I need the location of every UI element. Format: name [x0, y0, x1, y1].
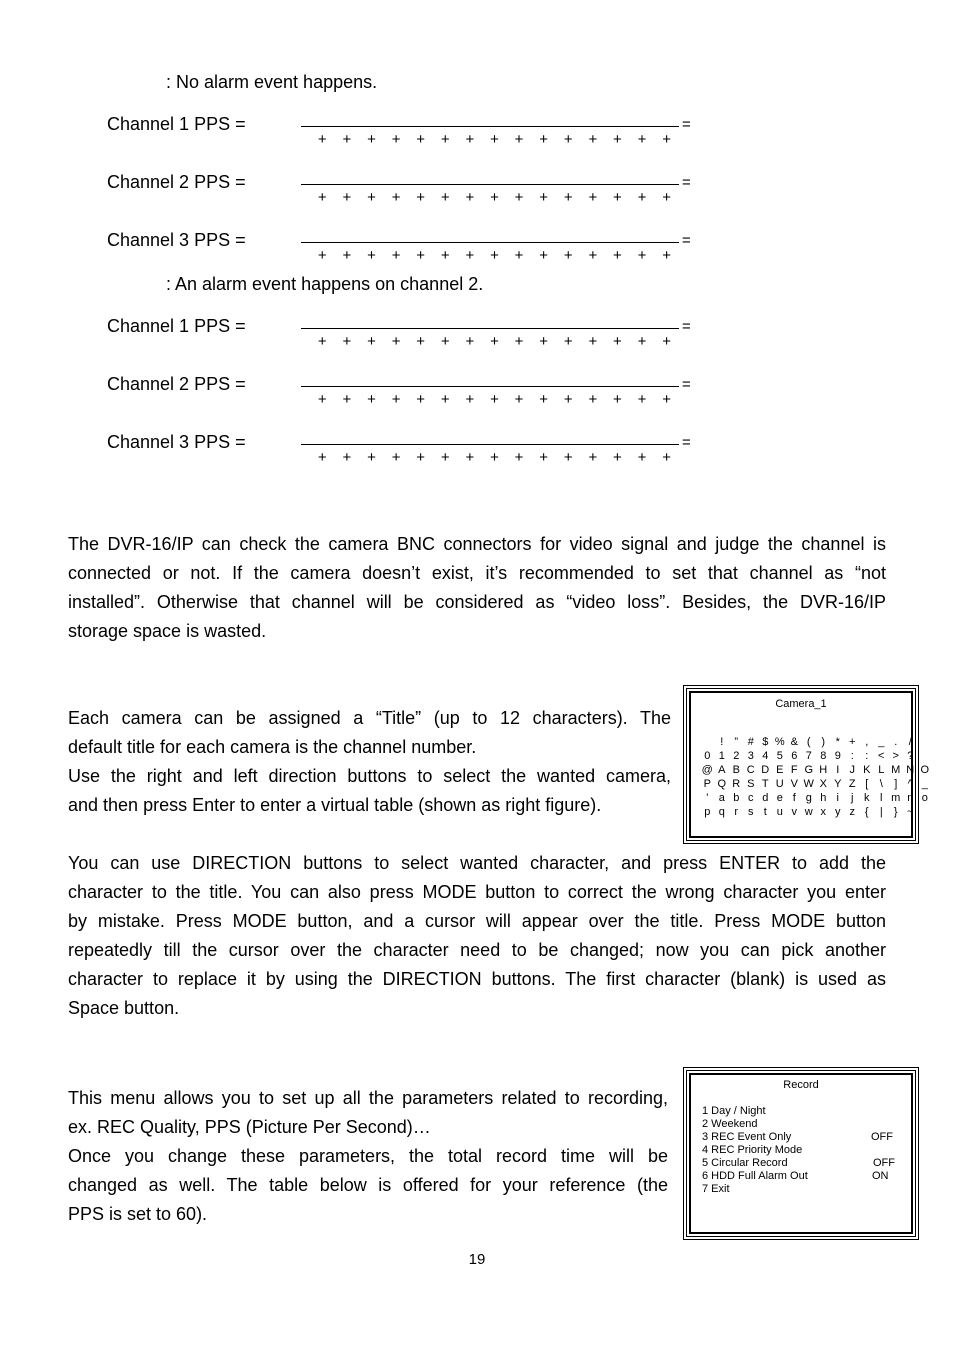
character-cell[interactable]: L: [878, 764, 885, 776]
character-cell[interactable]: #: [747, 736, 754, 748]
character-cell[interactable]: e: [776, 792, 783, 804]
plus-mark: +: [613, 333, 622, 350]
character-cell[interactable]: 9: [834, 750, 841, 762]
plus-mark: +: [342, 247, 352, 264]
character-cell[interactable]: {: [864, 806, 869, 818]
character-cell[interactable]: 1: [718, 750, 725, 762]
plus-row: [310, 189, 679, 206]
character-cell[interactable]: P: [703, 778, 711, 790]
plus-mark: +: [662, 449, 671, 466]
plus-mark: +: [662, 391, 671, 408]
character-cell[interactable]: :: [850, 750, 854, 762]
section1-intro: : No alarm event happens.: [166, 72, 378, 92]
plus-mark: +: [613, 247, 622, 264]
record-paragraph: [68, 1084, 668, 1229]
character-cell[interactable]: k: [864, 792, 870, 804]
character-cell[interactable]: \: [879, 778, 883, 790]
plus-mark: +: [637, 333, 647, 350]
character-cell[interactable]: J: [849, 764, 855, 776]
equals-sign: =: [682, 116, 691, 133]
paragraph-line: Space button.: [68, 998, 180, 1018]
character-cell[interactable]: G: [804, 764, 814, 776]
plus-mark: +: [588, 449, 598, 466]
plus-mark: +: [514, 247, 524, 264]
plus-mark: +: [440, 449, 450, 466]
plus-mark: +: [490, 333, 499, 350]
pps-label: Channel 2 PPS =: [107, 172, 246, 192]
character-cell[interactable]: W: [803, 778, 814, 790]
plus-mark: +: [588, 391, 598, 408]
character-cell[interactable]: O: [920, 764, 930, 776]
plus-mark: +: [465, 333, 475, 350]
character-cell[interactable]: F: [790, 764, 798, 776]
character-cell[interactable]: y: [835, 806, 841, 818]
paragraph-line: Once you change these parameters, the total record time will be: [68, 1146, 668, 1166]
character-cell[interactable]: 6: [791, 750, 798, 762]
record-menu-item: 3 REC Event Only: [702, 1131, 792, 1143]
paragraph-line: Each camera can be assigned a “Title” (up to 12 characters). The: [68, 708, 671, 728]
character-cell[interactable]: [700, 736, 715, 748]
plus-mark: +: [637, 391, 647, 408]
character-cell[interactable]: |: [879, 806, 883, 818]
character-cell[interactable]: 2: [733, 750, 740, 762]
record-menu-item: 5 Circular Record: [702, 1157, 788, 1169]
character-cell[interactable]: I: [836, 764, 840, 776]
plus-mark: +: [440, 391, 450, 408]
plus-mark: +: [490, 449, 499, 466]
title-paragraph: [68, 704, 671, 820]
plus-mark: +: [613, 449, 622, 466]
pps-formula-line: [301, 242, 679, 243]
character-cell[interactable]: ”: [734, 736, 739, 748]
character-cell[interactable]: _: [878, 736, 885, 748]
plus-mark: +: [637, 449, 647, 466]
record-menu-item: 6 HDD Full Alarm Out: [702, 1170, 808, 1182]
character-cell[interactable]: [: [865, 778, 869, 790]
character-cell[interactable]: c: [748, 792, 754, 804]
character-cell[interactable]: 3: [747, 750, 754, 762]
character-cell[interactable]: n: [907, 792, 914, 804]
plus-mark: +: [514, 131, 524, 148]
plus-mark: +: [539, 189, 549, 206]
character-cell[interactable]: }: [893, 806, 898, 818]
character-cell[interactable]: <: [878, 750, 885, 762]
plus-mark: +: [588, 333, 598, 350]
paragraph-line: The DVR-16/IP can check the camera BNC connectors for video signal and judge the channel is: [68, 534, 886, 554]
character-cell[interactable]: 0: [704, 750, 711, 762]
plus-mark: +: [440, 131, 450, 148]
record-menu-value: ON: [872, 1170, 889, 1182]
character-cell[interactable]: K: [863, 764, 871, 776]
paragraph-line: default title for each camera is the channel number.: [68, 737, 477, 757]
character-cell[interactable]: .: [894, 736, 898, 748]
bnc-paragraph: [68, 530, 886, 646]
pps-formula-line: [301, 386, 679, 387]
character-cell[interactable]: 4: [762, 750, 769, 762]
plus-mark: +: [662, 247, 671, 264]
plus-mark: +: [514, 333, 524, 350]
character-cell[interactable]: ,: [865, 736, 869, 748]
character-cell[interactable]: /: [908, 736, 912, 748]
record-menu-item: 7 Exit: [702, 1183, 730, 1195]
paragraph-line: character to the title. You can also press MODE button to correct the wrong character you enter: [68, 882, 886, 902]
plus-mark: +: [539, 247, 549, 264]
pps-formula-line: [301, 328, 679, 329]
plus-mark: +: [514, 189, 524, 206]
equals-sign: =: [682, 318, 691, 335]
plus-mark: +: [588, 189, 598, 206]
character-cell[interactable]: p: [704, 806, 711, 818]
plus-mark: +: [465, 247, 475, 264]
character-cell[interactable]: >: [892, 750, 899, 762]
direction-paragraph: [68, 849, 886, 1023]
record-menu-title: Record: [783, 1079, 819, 1091]
plus-mark: +: [440, 189, 450, 206]
plus-mark: +: [465, 189, 475, 206]
character-cell[interactable]: B: [732, 764, 740, 776]
plus-mark: +: [662, 189, 671, 206]
character-cell[interactable]: @: [701, 764, 713, 776]
paragraph-line: and then press Enter to enter a virtual table (shown as right figure).: [68, 795, 602, 815]
paragraph-line: ex. REC Quality, PPS (Picture Per Second)…: [68, 1117, 431, 1137]
plus-mark: +: [367, 449, 376, 466]
plus-mark: +: [490, 247, 499, 264]
character-cell[interactable]: q: [718, 806, 725, 818]
plus-mark: +: [367, 333, 376, 350]
pps-label: Channel 1 PPS =: [107, 114, 246, 134]
plus-mark: +: [440, 247, 450, 264]
plus-mark: +: [367, 189, 376, 206]
plus-mark: +: [317, 131, 327, 148]
character-row: [700, 736, 918, 748]
plus-row: [310, 391, 679, 408]
plus-mark: +: [367, 247, 376, 264]
equals-sign: =: [682, 376, 691, 393]
plus-mark: +: [563, 391, 573, 408]
plus-mark: +: [662, 333, 671, 350]
character-cell[interactable]: *: [835, 736, 840, 748]
plus-mark: +: [416, 449, 426, 466]
character-cell[interactable]: R: [732, 778, 741, 790]
plus-mark: +: [416, 131, 426, 148]
plus-mark: +: [563, 189, 573, 206]
paragraph-line: installed”. Otherwise that channel will be considered as “video loss”. Besides, the DVR-16/IP: [68, 592, 886, 612]
plus-row: [310, 131, 679, 148]
paragraph-line: connected or not. If the camera doesn’t exist, it’s recommended to set that channel as “not: [68, 563, 886, 583]
character-cell[interactable]: +: [849, 736, 856, 748]
page-number: 19: [468, 1251, 486, 1268]
plus-mark: +: [539, 449, 549, 466]
pps-formula-line: [301, 126, 679, 127]
record-menu-item: 2 Weekend: [702, 1118, 758, 1130]
character-row: [700, 792, 932, 804]
pps-label: Channel 3 PPS =: [107, 432, 246, 452]
plus-mark: +: [367, 391, 376, 408]
plus-mark: +: [440, 333, 450, 350]
pps-label: Channel 3 PPS =: [107, 230, 246, 250]
plus-mark: +: [416, 247, 426, 264]
plus-mark: +: [317, 189, 327, 206]
character-cell[interactable]: 8: [820, 750, 827, 762]
record-menu-item: 1 Day / Night: [702, 1105, 766, 1117]
plus-mark: +: [317, 449, 327, 466]
plus-mark: +: [588, 247, 598, 264]
camera-title-label: Camera_1: [775, 698, 827, 710]
character-cell[interactable]: u: [776, 806, 783, 818]
character-cell[interactable]: t: [763, 806, 767, 818]
pps-formula-line: [301, 444, 679, 445]
plus-mark: +: [514, 391, 524, 408]
character-cell[interactable]: H: [819, 764, 828, 776]
plus-mark: +: [317, 391, 327, 408]
paragraph-line: storage space is wasted.: [68, 621, 267, 641]
character-cell[interactable]: r: [734, 806, 739, 818]
character-cell[interactable]: ^: [907, 778, 913, 790]
character-cell[interactable]: l: [880, 792, 883, 804]
paragraph-line: You can use DIRECTION buttons to select wanted character, and press ENTER to add the: [68, 853, 886, 873]
character-cell[interactable]: m: [891, 792, 901, 804]
record-menu-value: OFF: [871, 1131, 893, 1143]
plus-mark: +: [391, 449, 401, 466]
record-menu-value: OFF: [873, 1157, 895, 1169]
character-cell[interactable]: h: [820, 792, 827, 804]
record-menu-item: 4 REC Priority Mode: [702, 1144, 803, 1156]
plus-mark: +: [465, 131, 475, 148]
character-cell[interactable]: _: [921, 778, 928, 790]
paragraph-line: character to replace it by using the DIRECTION buttons. The first character (blank) is used as: [68, 969, 886, 989]
plus-mark: +: [490, 189, 499, 206]
plus-mark: +: [539, 391, 549, 408]
character-row: [700, 750, 918, 762]
plus-mark: +: [391, 247, 401, 264]
character-cell[interactable]: E: [776, 764, 784, 776]
character-cell[interactable]: ): [821, 736, 826, 748]
character-cell[interactable]: ': [706, 792, 709, 804]
plus-row: [310, 449, 679, 466]
plus-mark: +: [490, 131, 499, 148]
character-cell[interactable]: d: [762, 792, 769, 804]
character-cell[interactable]: Q: [717, 778, 727, 790]
character-cell[interactable]: 7: [805, 750, 812, 762]
plus-mark: +: [563, 449, 573, 466]
character-cell[interactable]: Y: [834, 778, 842, 790]
pps-label: Channel 1 PPS =: [107, 316, 246, 336]
plus-mark: +: [563, 333, 573, 350]
plus-mark: +: [490, 391, 499, 408]
plus-mark: +: [342, 131, 352, 148]
plus-mark: +: [637, 247, 647, 264]
character-cell[interactable]: a: [718, 792, 725, 804]
plus-mark: +: [637, 189, 647, 206]
plus-mark: +: [416, 391, 426, 408]
character-cell[interactable]: w: [804, 806, 813, 818]
paragraph-line: Use the right and left direction buttons to select the wanted camera,: [68, 766, 671, 786]
character-cell[interactable]: v: [791, 806, 797, 818]
character-cell[interactable]: g: [805, 792, 812, 804]
plus-mark: +: [416, 189, 426, 206]
character-cell[interactable]: %: [774, 736, 785, 748]
plus-mark: +: [465, 449, 475, 466]
character-cell[interactable]: !: [720, 736, 724, 748]
plus-mark: +: [391, 131, 401, 148]
character-cell[interactable]: $: [762, 736, 769, 748]
character-cell[interactable]: &: [790, 736, 798, 748]
plus-mark: +: [367, 131, 376, 148]
paragraph-line: changed as well. The table below is offered for your reference (the: [68, 1175, 668, 1195]
camera-title-figure: [683, 685, 930, 844]
plus-mark: +: [613, 131, 622, 148]
plus-mark: +: [637, 131, 647, 148]
character-cell[interactable]: ]: [894, 778, 898, 790]
character-cell[interactable]: s: [748, 806, 754, 818]
plus-row: [310, 333, 679, 350]
pps-formula-line: [301, 184, 679, 185]
plus-mark: +: [391, 391, 401, 408]
plus-mark: +: [317, 333, 327, 350]
plus-mark: +: [342, 333, 352, 350]
character-cell[interactable]: M: [891, 764, 901, 776]
equals-sign: =: [682, 232, 691, 249]
plus-mark: +: [613, 391, 622, 408]
equals-sign: =: [682, 174, 691, 191]
character-cell[interactable]: V: [790, 778, 798, 790]
character-cell[interactable]: 5: [776, 750, 783, 762]
paragraph-line: repeatedly till the cursor over the character need to be changed; now you can pick another: [68, 940, 886, 960]
plus-mark: +: [342, 391, 352, 408]
plus-mark: +: [662, 131, 671, 148]
paragraph-line: This menu allows you to set up all the parameters related to recording,: [68, 1088, 668, 1108]
plus-mark: +: [391, 333, 401, 350]
plus-mark: +: [317, 247, 327, 264]
plus-row: [310, 247, 679, 264]
paragraph-line: by mistake. Press MODE button, and a cursor will appear over the title. Press MODE button: [68, 911, 886, 931]
plus-mark: +: [342, 449, 352, 466]
plus-mark: +: [514, 449, 524, 466]
character-cell[interactable]: C: [746, 764, 755, 776]
plus-mark: +: [563, 247, 573, 264]
plus-mark: +: [342, 189, 352, 206]
plus-mark: +: [416, 333, 426, 350]
record-menu-figure: [683, 1067, 919, 1240]
plus-mark: +: [563, 131, 573, 148]
character-cell[interactable]: x: [820, 806, 826, 818]
plus-mark: +: [613, 189, 622, 206]
character-cell[interactable]: f: [792, 792, 796, 804]
character-cell[interactable]: o: [921, 792, 928, 804]
character-cell[interactable]: T: [761, 778, 769, 790]
character-cell[interactable]: z: [849, 806, 855, 818]
character-cell[interactable]: U: [775, 778, 784, 790]
character-cell[interactable]: X: [819, 778, 827, 790]
character-cell[interactable]: :: [865, 750, 869, 762]
character-cell[interactable]: ~: [907, 806, 914, 818]
plus-mark: +: [588, 131, 598, 148]
paragraph-line: PPS is set to 60).: [68, 1204, 208, 1224]
character-cell[interactable]: ?: [907, 750, 914, 762]
pps-label: Channel 2 PPS =: [107, 374, 246, 394]
character-cell[interactable]: b: [733, 792, 740, 804]
character-cell[interactable]: S: [747, 778, 755, 790]
character-cell[interactable]: i: [836, 792, 839, 804]
plus-mark: +: [539, 333, 549, 350]
character-cell[interactable]: (: [806, 736, 811, 748]
plus-mark: +: [391, 189, 401, 206]
character-row: [700, 806, 918, 818]
equals-sign: =: [682, 434, 691, 451]
character-row: [700, 764, 932, 776]
character-cell[interactable]: D: [761, 764, 770, 776]
character-cell[interactable]: N: [906, 764, 915, 776]
plus-mark: +: [539, 131, 549, 148]
plus-mark: +: [465, 391, 475, 408]
section2-intro: : An alarm event happens on channel 2.: [166, 274, 484, 294]
character-cell[interactable]: A: [718, 764, 726, 776]
character-row: [700, 778, 932, 790]
character-cell[interactable]: Z: [848, 778, 856, 790]
character-cell[interactable]: j: [851, 792, 854, 804]
